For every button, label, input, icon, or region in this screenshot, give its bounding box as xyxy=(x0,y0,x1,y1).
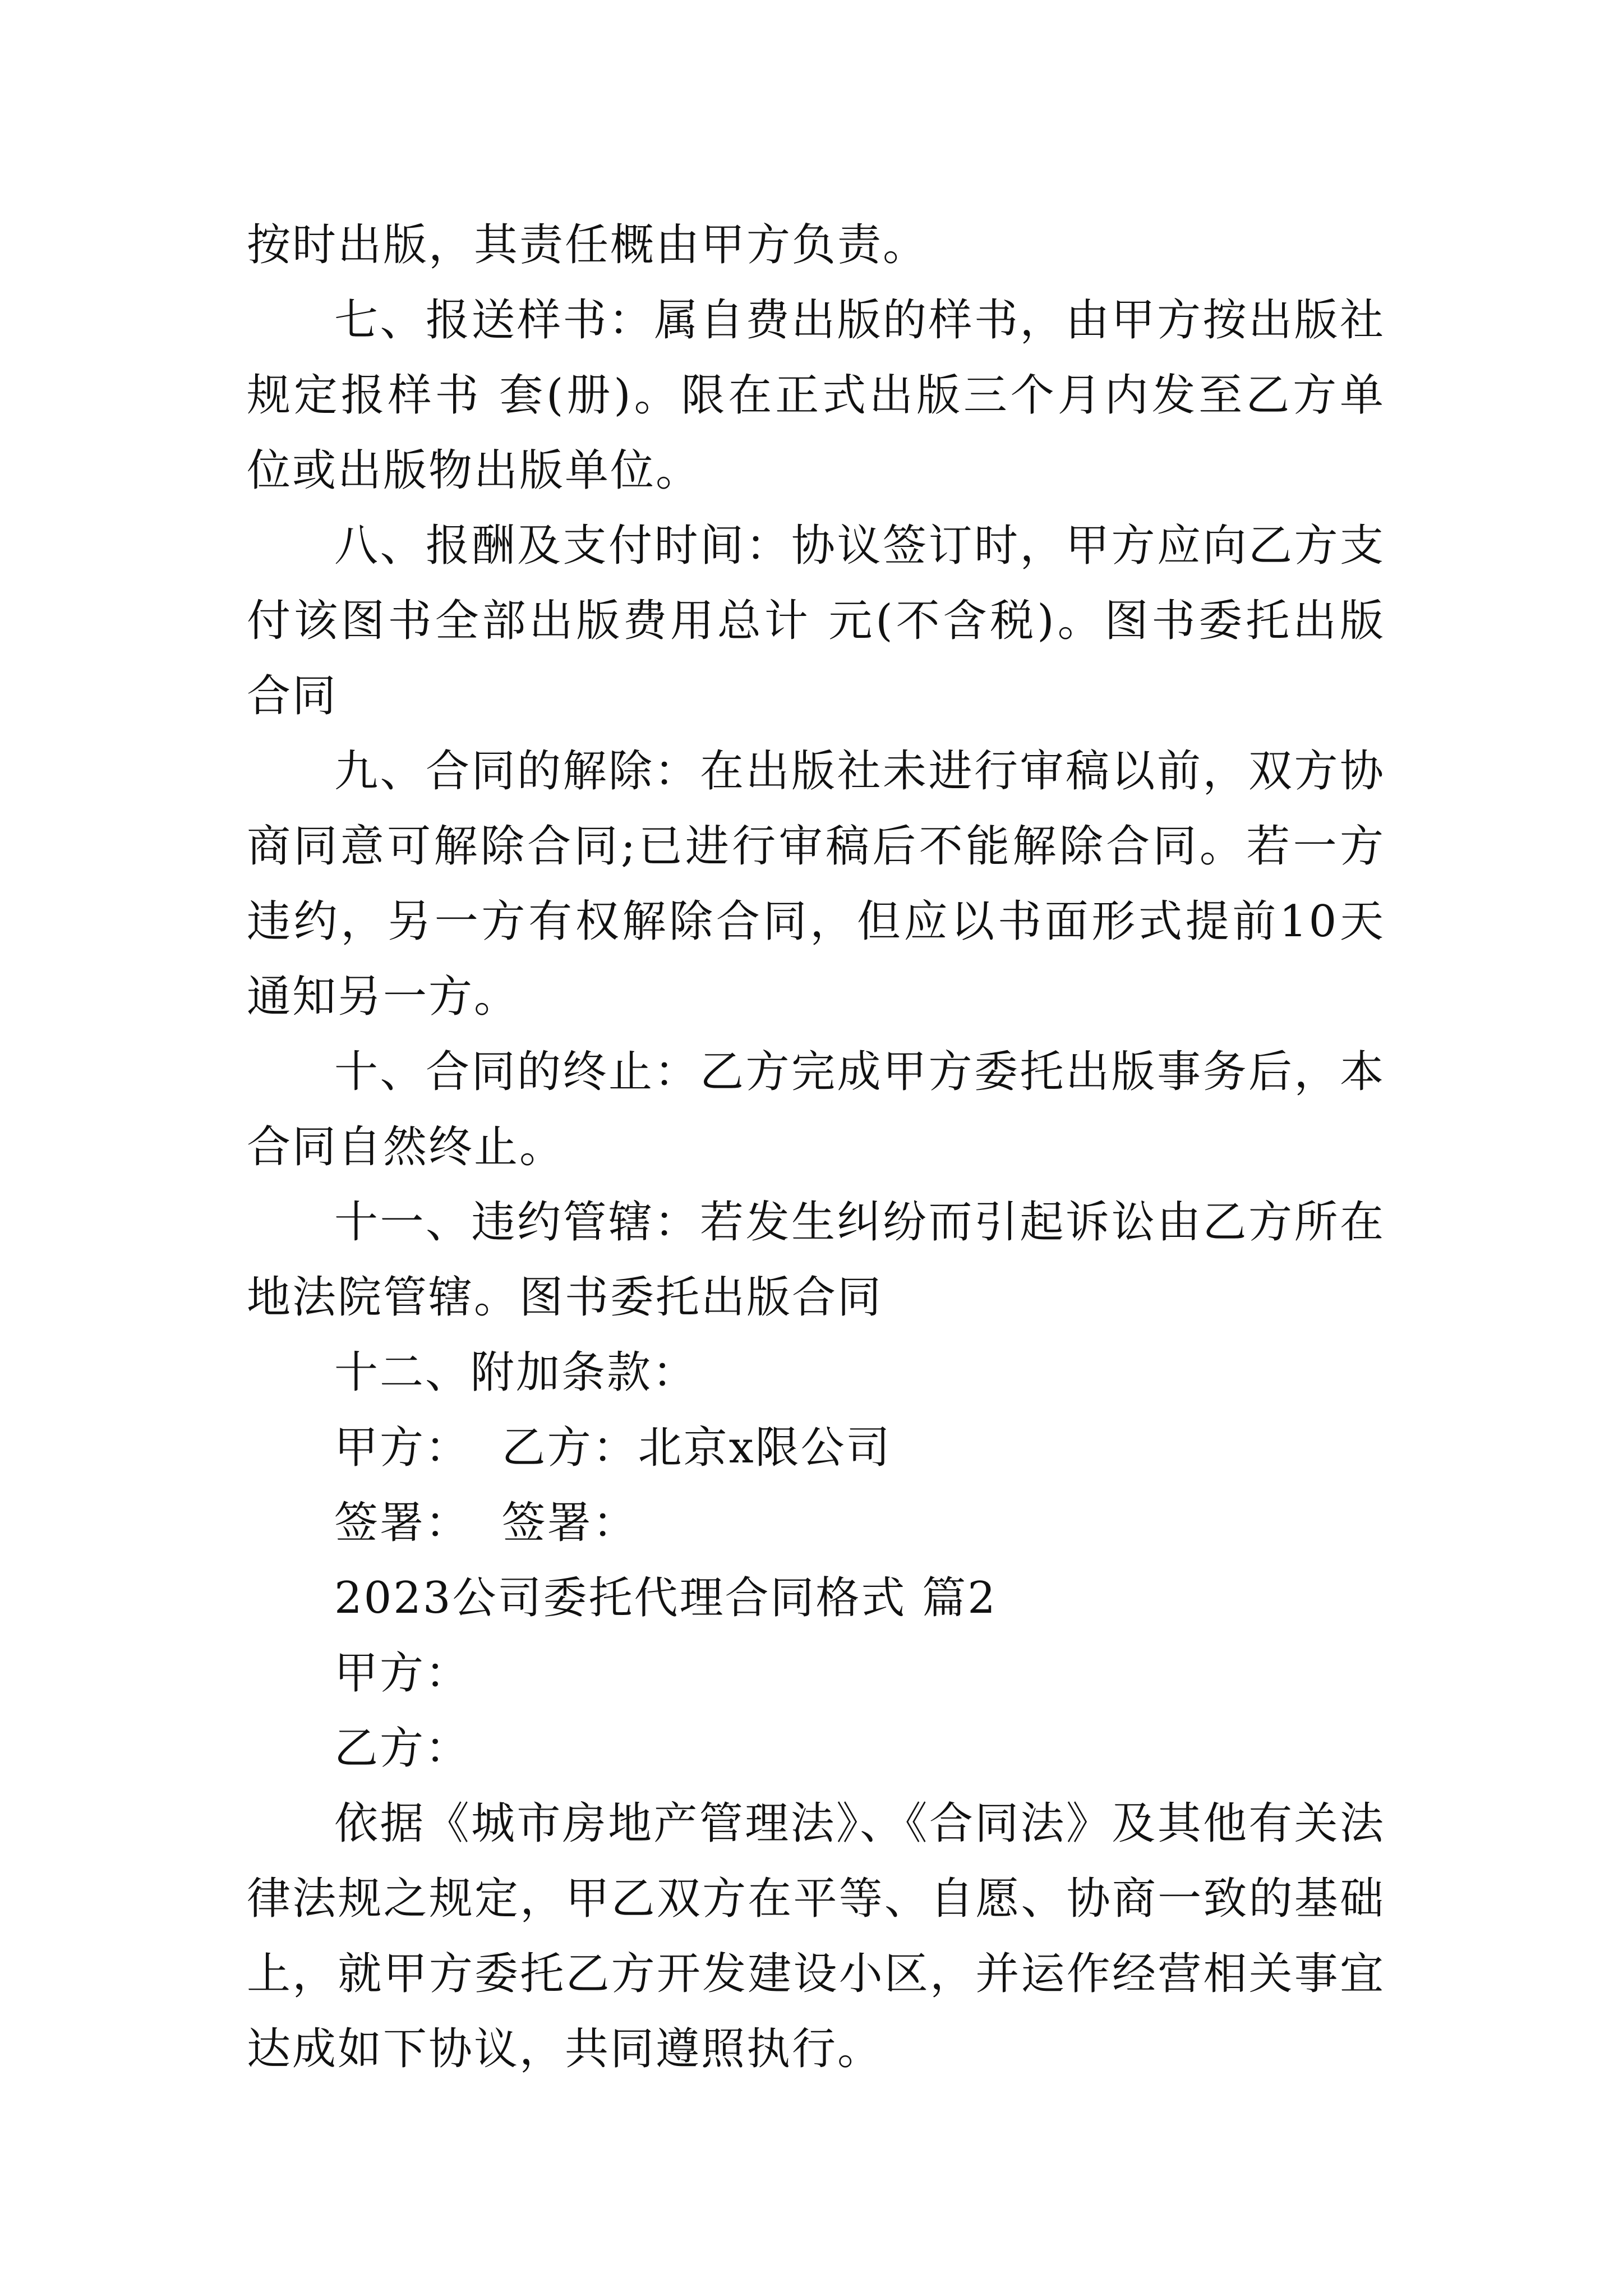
paragraph-clause-11-jurisdiction: 十一、违约管辖：若发生纠纷而引起诉讼由乙方所在地法院管辖。图书委托出版合同 xyxy=(247,1197,1385,1323)
paragraph-publication-responsibility: 按时出版，其责任概由甲方负责。 xyxy=(247,220,929,270)
paragraph-clause-10-end: 十、合同的终止：乙方完成甲方委托出版事务后，本合同自然终止。 xyxy=(247,1047,1385,1172)
document-body xyxy=(247,208,1385,2087)
paragraph-preamble: 依据《城市房地产管理法》、《合同法》及其他有关法律法规之规定，甲乙双方在平等、自愿、协商一致的基础上，就甲方委托乙方开发建设小区，并运作经营相关事宜达成如下协议，共同遵照执行。 xyxy=(247,1798,1385,2074)
paragraph-party-b: 乙方： xyxy=(334,1723,471,1774)
paragraph-signatures: 签署： 签署： xyxy=(334,1498,638,1548)
paragraph-clause-8-payment: 八、报酬及支付时间：协议签订时，甲方应向乙方支付该图书全部出版费用总计 元(不含税)。图书委托出版合同 xyxy=(247,521,1385,721)
paragraph-clause-7-sample-books: 七、报送样书：属自费出版的样书，由甲方按出版社规定报样书 套(册)。限在正式出版三个月内发至乙方单位或出版物出版单位。 xyxy=(247,295,1385,496)
paragraph-parties: 甲方： 乙方：北京x限公司 xyxy=(334,1423,892,1473)
section-heading-contract-2: 2023公司委托代理合同格式 篇2 xyxy=(334,1573,997,1623)
paragraph-party-a: 甲方： xyxy=(334,1648,471,1699)
paragraph-clause-12-additional: 十二、附加条款： xyxy=(334,1347,698,1398)
paragraph-clause-9-termination: 九、合同的解除：在出版社未进行审稿以前，双方协商同意可解除合同;已进行审稿后不能解除合同。若一方违约，另一方有权解除合同，但应以书面形式提前10天通知另一方。 xyxy=(247,746,1385,1022)
